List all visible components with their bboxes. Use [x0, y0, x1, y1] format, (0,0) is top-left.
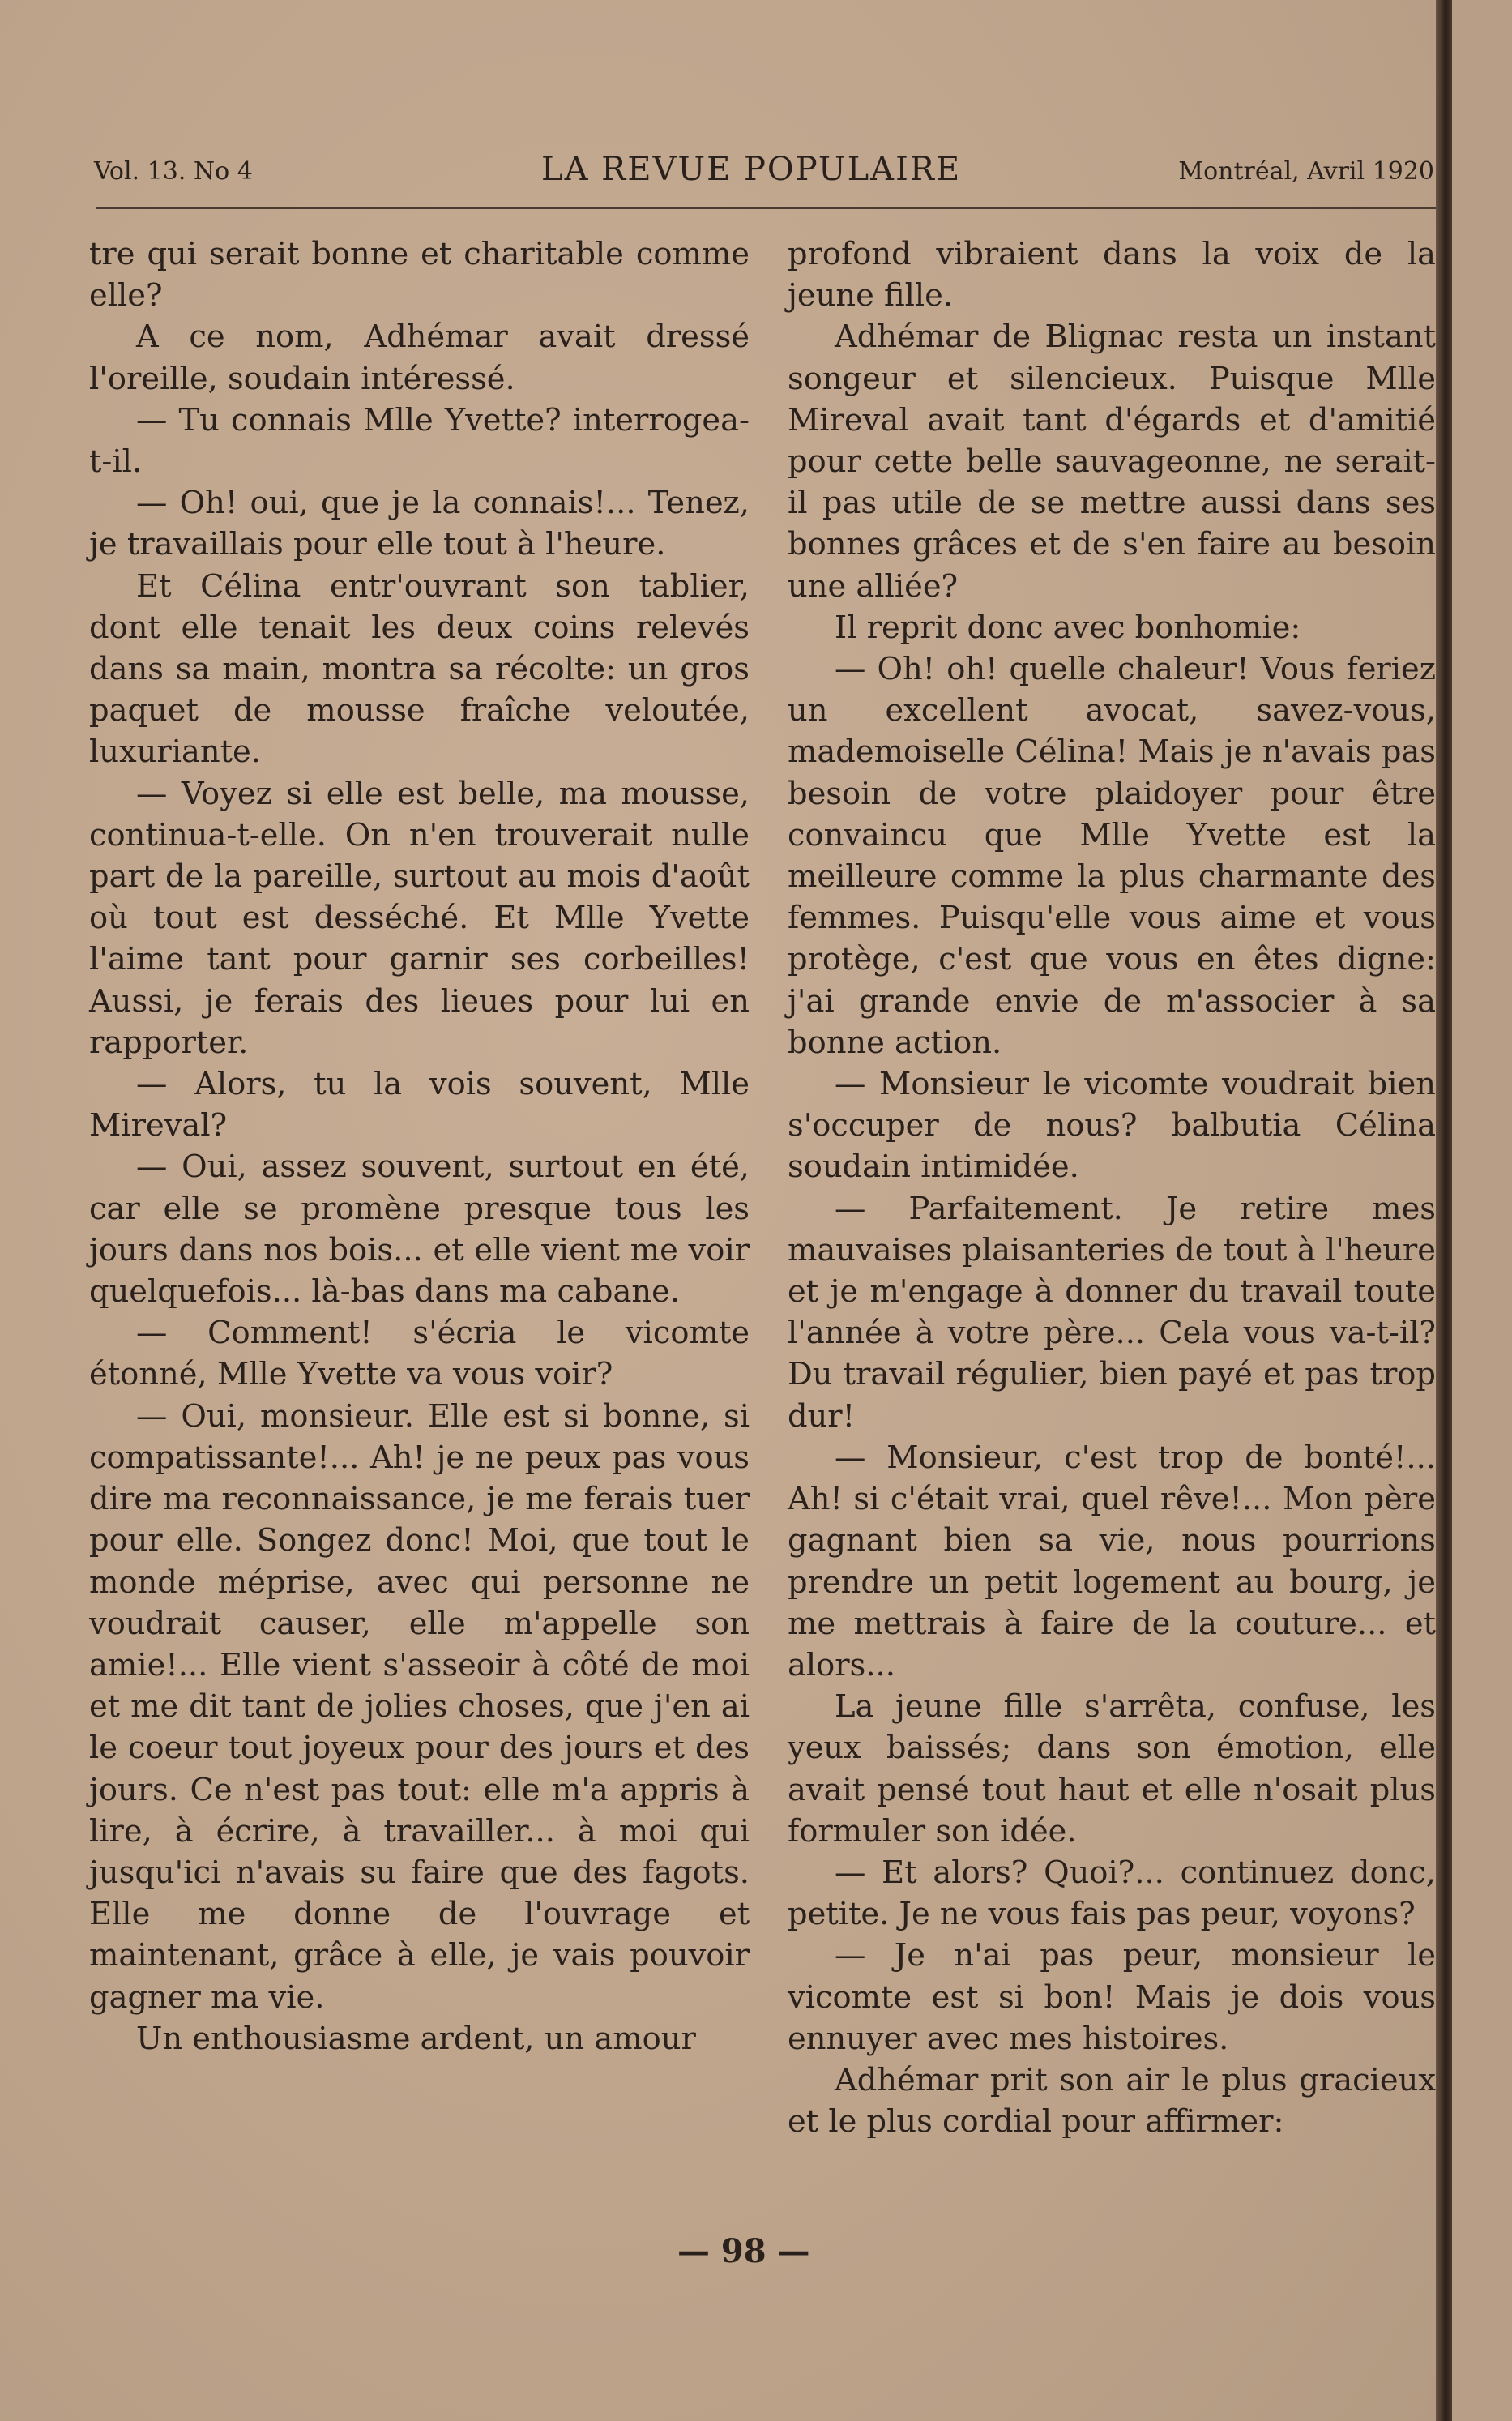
paragraph: Adhémar prit son air le plus gracieux et le plus cordial pour affirmer:: [788, 2061, 1436, 2141]
paragraph: profond vibraient dans la voix de la jeune fille.: [788, 236, 1436, 314]
paragraph: — Voyez si elle est belle, ma mousse, continua-t-elle. On n'en trouverait nulle part de la pareille, surtout au mois d'août où tout est desséché. Et Mlle Yvette l'aime tant pour garnir ses corbeilles! Aussi, je ferais des lieues pour lui en rapporter.: [89, 775, 750, 1061]
paragraph: Il reprit donc avec bonhomie:: [835, 609, 1301, 646]
paragraph: Adhémar de Blignac resta un instant songeur et silencieux. Puisque Mlle Mireval avait tant d'égards et d'amitié pour cette belle sauvageonne, ne serait-il pas utile de se mettre aussi dans ses bonnes grâces et de s'en faire au besoin une alliée?: [788, 319, 1436, 605]
paragraph: — Parfaitement. Je retire mes mauvaises plaisanteries de tout à l'heure et je m'engage à donner du travail toute l'année à votre père... Cela vous va-t-il? Du travail régulier, bien payé et pas trop dur!: [788, 1190, 1436, 1435]
paragraph: — Oui, monsieur. Elle est si bonne, si compatissante!... Ah! je ne peux pas vous dire ma reconnaissance, je me ferais tuer pour elle. Songez donc! Moi, que tout le monde méprise, avec qui personne ne voudrait causer, elle m'appelle son amie!... Elle vient s'asseoir à côté de moi et me dit tant de jolies choses, que j'en ai le coeur tout joyeux pour des jours et des jours. Ce n'est pas tout: elle m'a appris à lire, à écrire, à travailler... à moi qui jusqu'ici n'avais su faire que des fagots. Elle me donne de l'ouvrage et maintenant, grâce à elle, je vais pouvoir gagner ma vie.: [89, 1397, 750, 2016]
right-column: [788, 233, 1436, 2142]
adjacent-page-edge: [1452, 0, 1512, 2421]
paragraph: — Alors, tu la vois souvent, Mlle Mireval?: [89, 1066, 750, 1144]
running-header: [89, 151, 1434, 199]
issue-date: Montréal, Avril 1920: [1178, 157, 1434, 186]
paragraph: — Comment! s'écria le vicomte étonné, Mlle Yvette va vous voir?: [89, 1315, 750, 1393]
volume-number: Vol. 13. No 4: [94, 157, 253, 186]
paragraph: La jeune fille s'arrêta, confuse, les yeux baissés; dans son émotion, elle avait pensé tout haut et elle n'osait plus formuler son idée.: [788, 1688, 1436, 1850]
paragraph: — Monsieur, c'est trop de bonté!... Ah! si c'était vrai, quel rêve!... Mon père gagnant bien sa vie, nous pourrions prendre un petit logement au bourg, je me mettrais à faire de la couture... et alors...: [788, 1439, 1436, 1683]
paragraph: — Je n'ai pas peur, monsieur le vicomte est si bon! Mais je dois vous ennuyer avec mes histoires.: [788, 1937, 1436, 2057]
paragraph: — Tu connais Mlle Yvette? interrogea-t-il.: [89, 401, 750, 481]
magazine-title: LA REVUE POPULAIRE: [541, 151, 962, 188]
paragraph: — Et alors? Quoi?... continuez donc, petite. Je ne vous fais pas peur, voyons?: [788, 1854, 1436, 1933]
paragraph: Un enthousiasme ardent, un amour: [136, 2020, 696, 2057]
paragraph: tre qui serait bonne et charitable comme elle?: [89, 236, 750, 314]
paragraph: — Oh! oui, que je la connais!... Tenez, je travaillais pour elle tout à l'heure.: [89, 485, 750, 563]
paragraph: A ce nom, Adhémar avait dressé l'oreille, soudain intéressé.: [89, 319, 750, 397]
left-column: [89, 233, 750, 2060]
paragraph: — Oui, assez souvent, surtout en été, car elle se promène presque tous les jours dans nos bois... et elle vient me voir quelquefois... là-bas dans ma cabane.: [89, 1148, 750, 1311]
page-number: — 98 —: [677, 2232, 810, 2270]
book-gutter: [1436, 0, 1452, 2421]
paragraph: — Monsieur le vicomte voudrait bien s'occuper de nous? balbutia Célina soudain intimidée.: [788, 1066, 1436, 1186]
paragraph: Et Célina entr'ouvrant son tablier, dont elle tenait les deux coins relevés dans sa main, montra sa récolte: un gros paquet de mousse fraîche veloutée, luxuriante.: [89, 567, 750, 771]
header-rule: [96, 207, 1437, 209]
paragraph: — Oh! oh! quelle chaleur! Vous feriez un excellent avocat, savez-vous, mademoiselle Célina! Mais je n'avais pas besoin de votre plaidoyer pour être convaincu que Mlle Yvette est la meilleure comme la plus charmante des femmes. Puisqu'elle vous aime et vous protège, c'est que vous en êtes digne: j'ai grande envie de m'associer à sa bonne action.: [788, 651, 1436, 1061]
